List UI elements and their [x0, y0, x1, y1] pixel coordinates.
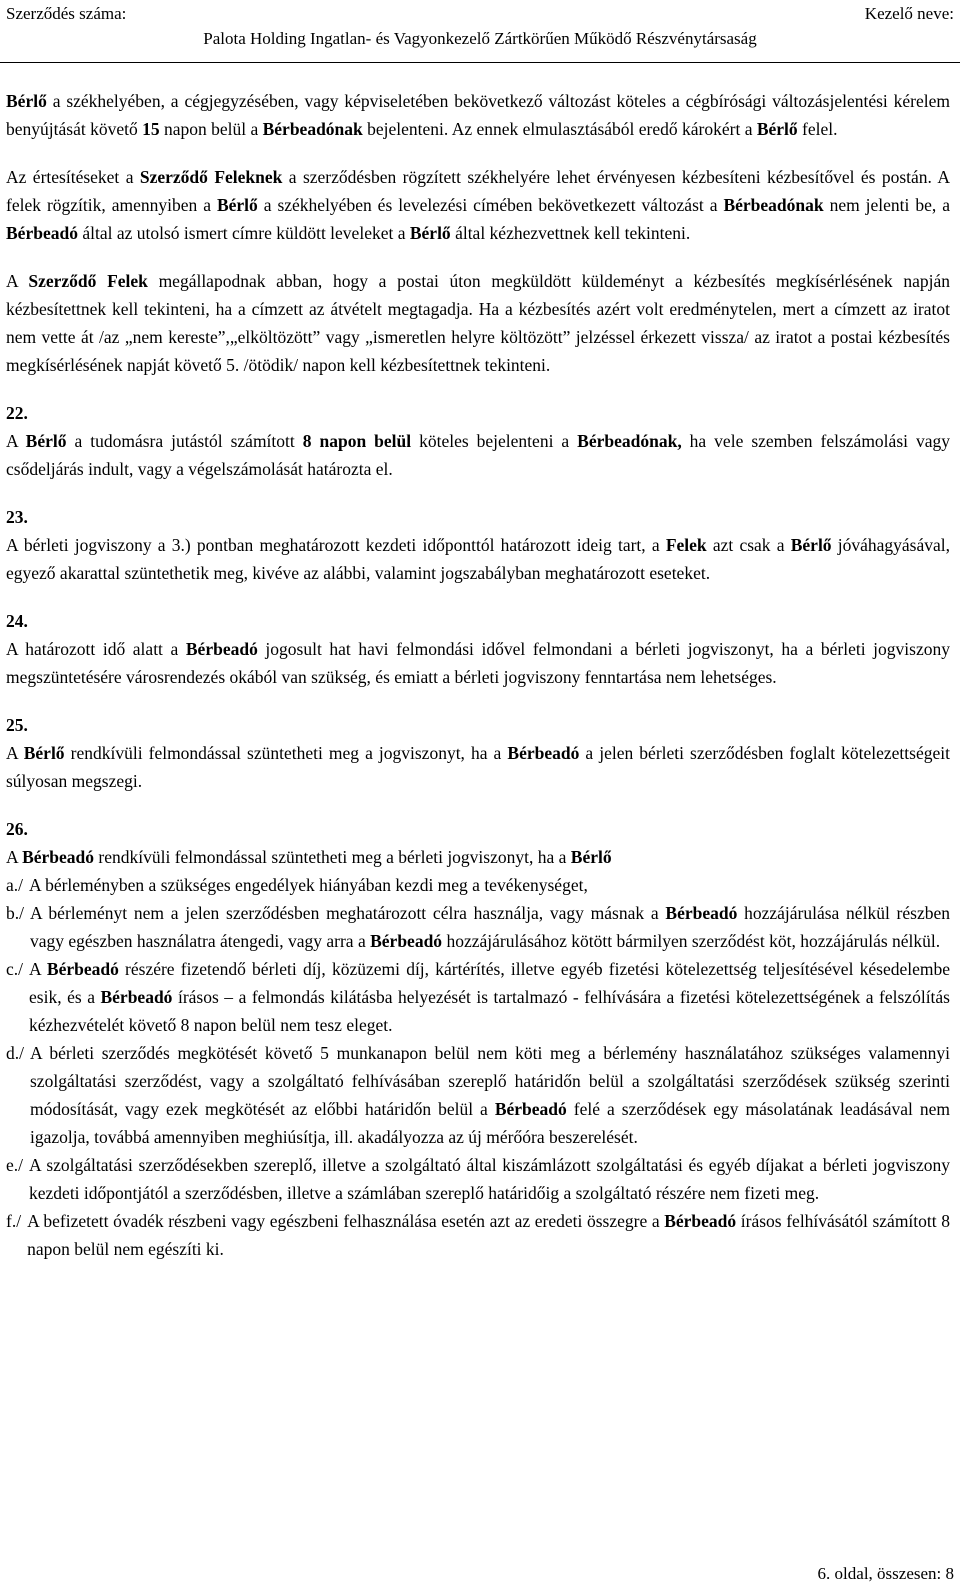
- section-24-number: 24.: [6, 611, 28, 631]
- section-25-number: 25.: [6, 715, 28, 735]
- section-24-text: A határozott idő alatt a Bérbeadó jogosult hat havi felmondási idővel felmondani a bérleti jogviszonyt, ha a bérleti jogviszony megszüntetésére városrendezés okából van szükség, és emiatt a bérleti jogviszony fenntartása nem lehetséges.: [6, 639, 950, 687]
- list-item-f: f./ A befizetett óvadék részbeni vagy egészbeni felhasználása esetén azt az eredeti összegre a Bérbeadó írásos felhívásától számított 8 napon belül nem egészíti ki.: [6, 1211, 950, 1259]
- page-number: 6. oldal, összesen: 8: [817, 1564, 954, 1583]
- contract-number-label: Szerződés száma:: [6, 4, 127, 23]
- list-item-d: d./ A bérleti szerződés megkötését követő 5 munkanapon belül nem köti meg a bérlemény használatához szükséges valamennyi szolgáltatási szerződést, vagy a szolgáltató felhívásában szereplő határidőn belül a szolgáltatási szerződések szükség szerinti módosítását, vagy ezek megkötését az előbbi határidőn belül a Bérbeadó felé a szerződések egy másolatának leadásával nem igazolja, továbbá amennyiben meghiúsítja, ill. akadályozza az új mérőóra beszerelését.: [6, 1043, 951, 1147]
- section-26-number: 26.: [6, 819, 28, 839]
- paragraph-postal-delivery: A Szerződő Felek megállapodnak abban, hogy a postai úton megküldött küldeményt a kézbesítés megkísérlésének napján kézbesítettnek kell tekinteni, ha a címzett az átvételt megtagadja. Ha a kézbesítés azért volt eredménytelen, mert a címzett az iratot nem vette át /az „nem kereste”,„elköltözött” vagy „ismeretlen helyre költözött” jelzéssel érkezett vissza/ az iratot a postai kézbesítés megkísérlésének napját követő 5. /ötödik/ napon kell kézbesítettnek tekinteni.: [6, 271, 950, 375]
- section-22-text: A Bérlő a tudomásra jutástól számított 8 napon belül köteles bejelenteni a Bérbeadónak, ha vele szemben felszámolási vagy csődeljárás indult, vagy a végelszámolását határozta el.: [6, 431, 950, 479]
- section-23-number: 23.: [6, 507, 28, 527]
- list-item-c: c./ A Bérbeadó részére fizetendő bérleti díj, közüzemi díj, kártérítés, illetve egyéb fizetési kötelezettség teljesítésével késedelembe esik, és a Bérbeadó írásos – a felmondás kilátásba helyezését is tartalmazó - felhívására a fizetési kötelezettségének a felszólítás kézhezvételét követő 8 napon belül nem tesz eleget.: [6, 959, 950, 1035]
- header-row: [6, 2, 954, 26]
- paragraph-registry-change: Bérlő a székhelyében, a cégjegyzésében, vagy képviseletében bekövetkező változást köteles a cégbírósági változásjelentési kérelem benyújtását követő 15 napon belül a Bérbeadónak bejelenteni. Az ennek elmulasztásából eredő károkért a Bérlő felel.: [6, 91, 950, 139]
- list-item-a: a./ A bérleményben a szükséges engedélyek hiányában kezdi meg a tevékenységet,: [6, 875, 588, 895]
- section-25-text: A Bérlő rendkívüli felmondással szüntetheti meg a jogviszonyt, ha a Bérbeadó a jelen bérleti szerződésben foglalt kötelezettségeit súlyosan megszegi.: [6, 743, 950, 791]
- company-name: Palota Holding Ingatlan- és Vagyonkezelő Zártkörűen Működő Részvénytársaság: [203, 29, 757, 48]
- list-item-e: e./ A szolgáltatási szerződésekben szereplő, illetve a szolgáltató által kiszámlázott szolgáltatási és egyéb díjakat a bérleti jogviszony kezdeti időpontjától a szerződésben, illetve a számlában szereplő határidőig a szolgáltató részére nem fizeti meg.: [6, 1155, 950, 1203]
- page-header: [0, 0, 960, 63]
- document-body: [6, 87, 950, 1263]
- section-23-text: A bérleti jogviszony a 3.) pontban meghatározott kezdeti időponttól határozott ideig tart, a Felek azt csak a Bérlő jóváhagyásával, egyező akarattal szüntethetik meg, kivéve az alábbi, valamint jogszabályban meghatározott eseteket.: [6, 535, 951, 583]
- section-22-number: 22.: [6, 403, 28, 423]
- list-item-b: b./ A bérleményt nem a jelen szerződésben meghatározott célra használja, vagy másnak a Bérbeadó hozzájárulása nélkül részben vagy egészben használatra átengedi, vagy arra a Bérbeadó hozzájárulásához kötött bármilyen szerződést köt, hozzájárulás nélkül.: [6, 903, 950, 951]
- paragraph-notifications: Az értesítéseket a Szerződő Feleknek a szerződésben rögzített székhelyére lehet érvényesen kézbesíteni kézbesítővel és postán. A felek rögzítik, amennyiben a Bérlő a székhelyében és levelezési címében bekövetkezett változást a Bérbeadónak nem jelenti be, a Bérbeadó által az utolsó ismert címre küldött leveleket a Bérlő által kézhezvettnek kell tekinteni.: [6, 167, 950, 243]
- section-26-intro: A Bérbeadó rendkívüli felmondással szüntetheti meg a bérleti jogviszonyt, ha a Bérlő: [6, 847, 612, 867]
- manager-name-label: Kezelő neve:: [864, 4, 954, 23]
